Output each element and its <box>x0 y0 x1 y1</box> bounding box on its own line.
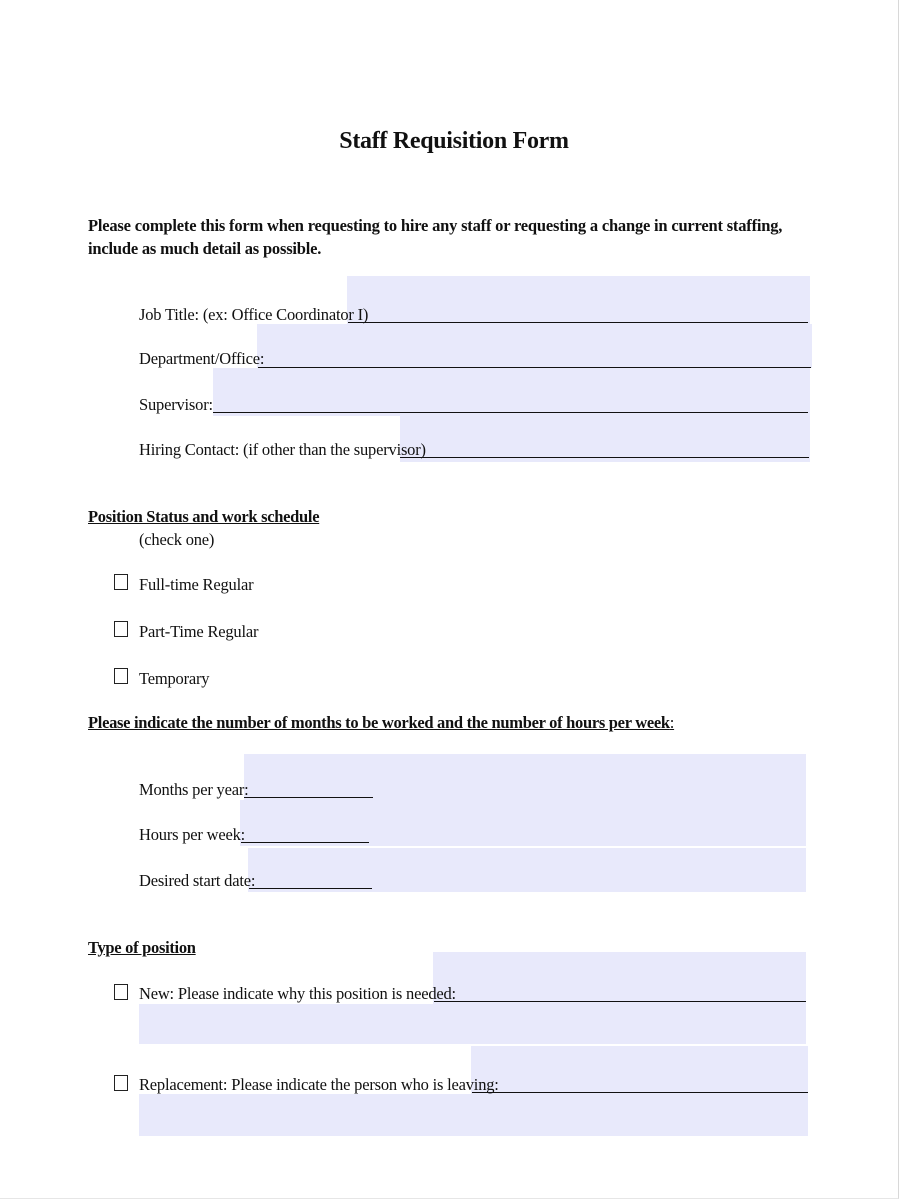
hours-underline <box>241 842 369 843</box>
start-date-label: Desired start date: <box>139 871 256 890</box>
supervisor-label: Supervisor: <box>139 395 213 414</box>
start-date-underline <box>249 888 372 889</box>
temporary-checkbox[interactable] <box>114 668 128 684</box>
job-title-label: Job Title: (ex: Office Coordinator I) <box>139 305 369 324</box>
replacement-label: Replacement: Please indicate the person who is leaving: <box>139 1075 499 1094</box>
replacement-person-field[interactable] <box>471 1046 808 1094</box>
hiring-contact-underline <box>400 457 809 458</box>
check-one-note: (check one) <box>139 530 215 549</box>
schedule-heading <box>88 713 674 733</box>
type-of-position-heading: Type of position <box>88 938 196 957</box>
replacement-underline <box>472 1092 808 1093</box>
replacement-checkbox[interactable] <box>114 1075 128 1091</box>
schedule-heading-colon: : <box>669 713 675 732</box>
new-reason-underline <box>434 1001 806 1002</box>
start-date-field[interactable] <box>248 848 806 892</box>
department-underline <box>258 367 811 368</box>
hiring-contact-label: Hiring Contact: (if other than the supervisor) <box>139 440 426 459</box>
job-title-underline <box>348 322 808 323</box>
full-time-checkbox[interactable] <box>114 574 128 590</box>
position-status-heading: Position Status and work schedule <box>88 507 320 526</box>
form-title: Staff Requisition Form <box>339 128 569 154</box>
months-field[interactable] <box>244 754 806 800</box>
temporary-label: Temporary <box>139 669 210 688</box>
hours-label: Hours per week: <box>139 825 246 844</box>
schedule-heading-text: Please indicate the number of months to be worked and the number of hours per week <box>88 713 670 732</box>
new-reason-field[interactable] <box>433 952 806 1004</box>
new-position-label: New: Please indicate why this position is needed: <box>139 984 456 1003</box>
form-instructions: Please complete this form when requesting to hire any staff or requesting a change in current staffing, include as much detail as possible. <box>88 216 783 258</box>
months-label: Months per year: <box>139 780 249 799</box>
part-time-label: Part-Time Regular <box>139 622 259 641</box>
new-reason-field-extra[interactable] <box>139 1004 806 1044</box>
months-underline <box>244 797 373 798</box>
department-label: Department/Office: <box>139 349 265 368</box>
hours-field[interactable] <box>240 800 806 846</box>
supervisor-field[interactable] <box>213 368 810 416</box>
replacement-person-field-extra[interactable] <box>139 1094 808 1136</box>
part-time-checkbox[interactable] <box>114 621 128 637</box>
supervisor-underline <box>213 412 808 413</box>
hiring-contact-field[interactable] <box>400 416 810 462</box>
job-title-field[interactable] <box>347 276 810 324</box>
full-time-label: Full-time Regular <box>139 575 254 594</box>
new-position-checkbox[interactable] <box>114 984 128 1000</box>
department-field[interactable] <box>257 324 812 368</box>
